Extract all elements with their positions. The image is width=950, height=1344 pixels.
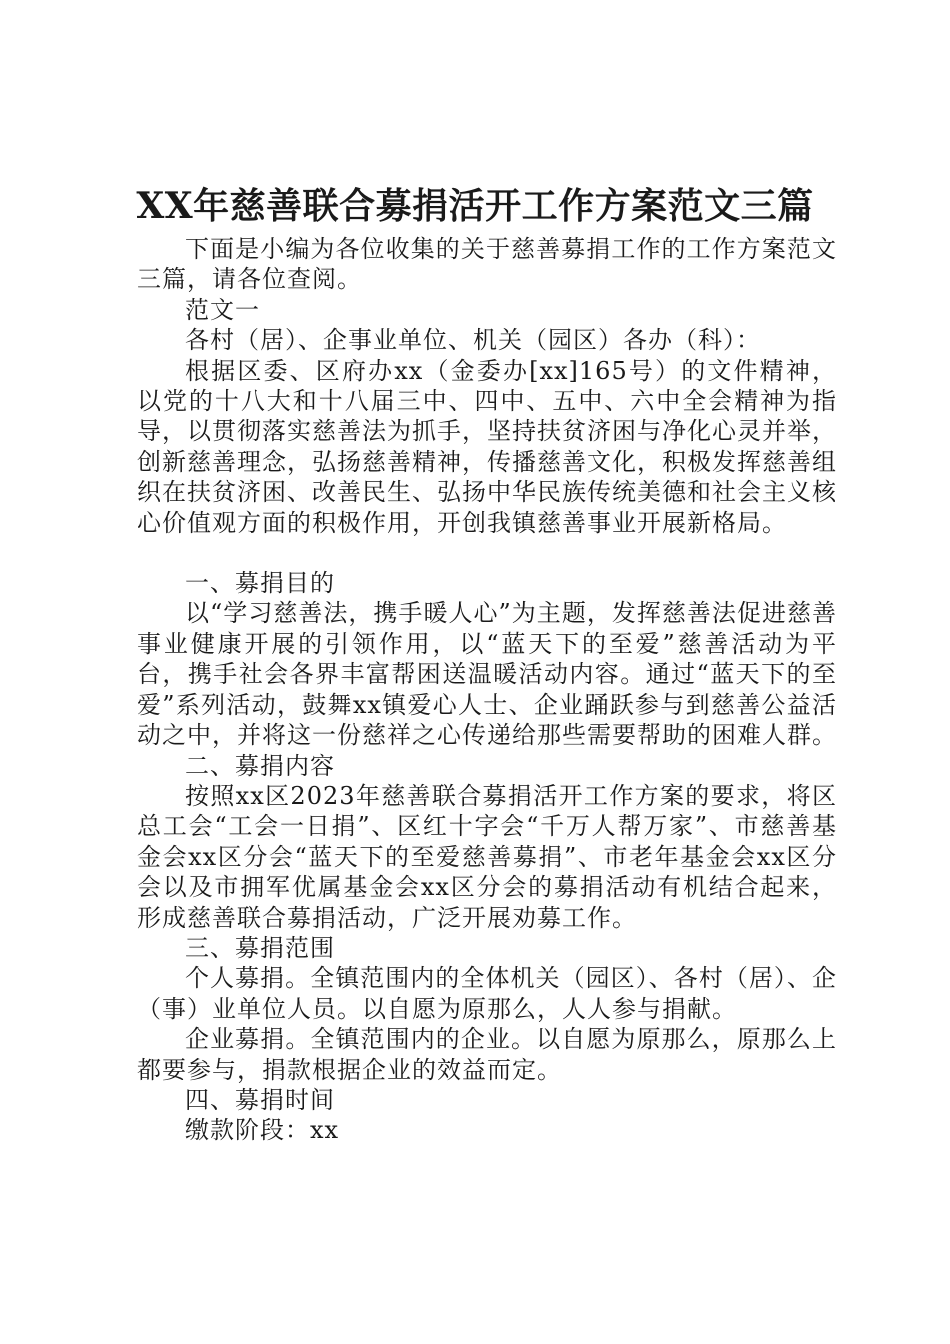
section-heading-purpose: 一、募捐目的 [185, 569, 335, 598]
content-paragraph: 按照xx区2023年慈善联合募捐活开工作方案的要求，将区总工会“工会一日捐”、区红十字会“千万人帮万家”、市慈善基金会xx区分会“蓝天下的至爱慈善募捐”、市老年基金会xx区分会以及市拥军优属基金会xx区分会的募捐活动有机结合起来，形成慈善联合募捐活动，广泛开展劝募工作。 [137, 781, 837, 932]
basis-paragraph: 根据区委、区府办xx（金委办[xx]165号）的文件精神，以党的十八大和十八届三中、四中、五中、六中全会精神为指导，以贯彻落实慈善法为抓手，坚持扶贫济困与净化心灵并举，创新慈善理念，弘扬慈善精神，传播慈善文化，积极发挥慈善组织在扶贫济困、改善民生、弘扬中华民族传统美德和社会主义核心价值观方面的积极作用，开创我镇慈善事业开展新格局。 [137, 356, 837, 537]
intro-paragraph: 下面是小编为各位收集的关于慈善募捐工作的工作方案范文三篇，请各位查阅。 [137, 235, 837, 294]
purpose-paragraph: 以“学习慈善法，携手暖人心”为主题，发挥慈善法促进慈善事业健康开展的引领作用，以“蓝天下的至爱”慈善活动为平台，携手社会各界丰富帮困送温暖活动内容。通过“蓝天下的至爱”系列活动，鼓舞xx镇爱心人士、企业踊跃参与到慈善公益活动之中，并将这一份慈祥之心传递给那些需要帮助的困难人群。 [137, 599, 837, 750]
salutation: 各村（居）、企事业单位、机关（园区）各办（科）： [185, 326, 761, 355]
individual-donation-paragraph: 个人募捐。全镇范围内的全体机关（园区）、各村（居）、企（事）业单位人员。以自愿为原那么，人人参与捐献。 [137, 964, 837, 1023]
section-heading-time: 四、募捐时间 [185, 1085, 335, 1114]
enterprise-donation-paragraph: 企业募捐。全镇范围内的企业。以自愿为原那么，原那么上都要参与，捐款根据企业的效益而定。 [137, 1025, 837, 1084]
section-heading-content: 二、募捐内容 [185, 751, 335, 780]
document-body [137, 234, 837, 1146]
sample-one-heading: 范文一 [185, 295, 260, 324]
payment-stage-line: 缴款阶段：xx [185, 1116, 340, 1145]
document-title: XX年慈善联合募捐活开工作方案范文三篇 [136, 185, 814, 227]
section-heading-scope: 三、募捐范围 [185, 933, 335, 962]
